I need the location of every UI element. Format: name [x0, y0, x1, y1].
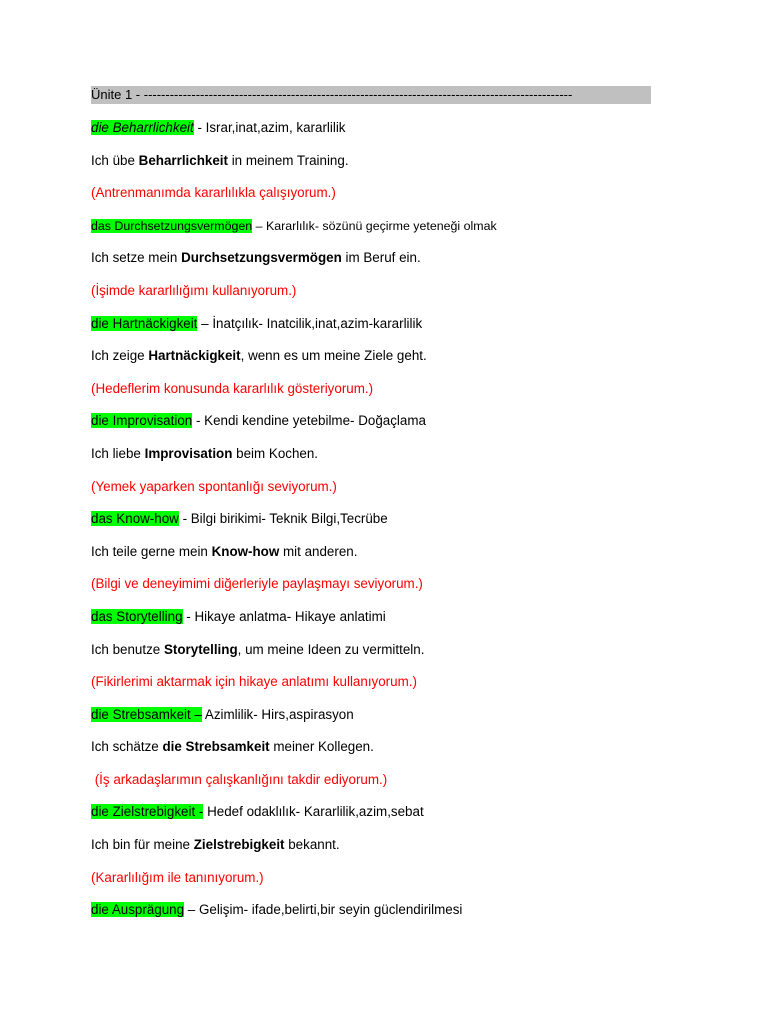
translation-line: (Bilgi ve deneyimimi diğerleriyle paylaşmayı seviyorum.)	[91, 576, 423, 592]
vocab-entry-improvisation	[91, 405, 651, 503]
vocab-entry-zielstrebigkeit	[91, 796, 651, 894]
term-meaning: - Bilgi birikimi- Teknik Bilgi,Tecrübe	[178, 511, 388, 527]
example-text: Ich benutze	[91, 641, 164, 657]
term-highlight: die Zielstrebigkeit -	[91, 804, 204, 820]
translation-line: (Yemek yaparken spontanlığı seviyorum.)	[91, 478, 337, 494]
example-text: bekannt.	[284, 837, 340, 853]
example-sentence	[91, 634, 651, 667]
vocab-entry-durchsetzungsvermoegen	[91, 210, 651, 308]
term-highlight: die Improvisation	[91, 413, 193, 429]
term-meaning: – İnatçılık- Inatcilik,inat,azim-kararlilik	[197, 315, 423, 331]
example-keyword: Zielstrebigkeit	[193, 837, 285, 853]
example-text: meiner Kollegen.	[269, 739, 374, 755]
example-text: in meinem Training.	[227, 152, 349, 168]
term-line	[91, 601, 651, 634]
term-line	[91, 308, 651, 341]
example-keyword: Storytelling	[163, 641, 238, 657]
example-text: , um meine Ideen zu vermitteln.	[237, 641, 425, 657]
translation-line: (Fikirlerimi aktarmak için hikaye anlatımı kullanıyorum.)	[91, 674, 417, 690]
term-line	[91, 210, 651, 243]
term-highlight: die Ausprägung	[91, 902, 185, 918]
example-sentence	[91, 829, 651, 862]
term-meaning: – Gelişim- ifade,belirti,bir seyin güclendirilmesi	[184, 902, 463, 918]
example-text: Ich liebe	[91, 445, 145, 461]
example-text: beim Kochen.	[232, 445, 319, 461]
vocab-entry-beharrlichkeit	[91, 112, 651, 210]
vocab-entry-auspraegung	[91, 894, 651, 927]
term-line	[91, 503, 651, 536]
example-keyword: Beharrlichkeit	[138, 152, 228, 168]
vocab-entry-strebsamkeit	[91, 699, 651, 797]
term-highlight: das Storytelling	[91, 608, 183, 624]
example-keyword: Know-how	[211, 543, 280, 559]
spacer	[91, 104, 651, 112]
term-meaning: Hedef odaklılık- Kararlilik,azim,sebat	[203, 804, 424, 820]
term-highlight: die Beharrlichkeit	[91, 120, 194, 135]
term-line	[91, 699, 651, 732]
example-keyword: die Strebsamkeit	[162, 739, 270, 755]
term-line	[91, 112, 651, 145]
example-sentence	[91, 536, 651, 569]
term-highlight: das Know-how	[91, 511, 179, 527]
translation-line: (İşimde kararlılığımı kullanıyorum.)	[91, 282, 297, 298]
example-text: Ich setze mein	[91, 250, 182, 266]
example-text: Ich teile gerne mein	[91, 543, 212, 559]
translation-line: (Kararlılığım ile tanınıyorum.)	[91, 869, 264, 885]
example-sentence	[91, 145, 651, 178]
term-meaning: Azimlilik- Hirs,aspirasyon	[201, 706, 354, 722]
term-meaning: - Hikaye anlatma- Hikaye anlatimi	[182, 608, 386, 624]
term-highlight: das Durchsetzungsvermögen	[91, 218, 253, 233]
example-text: Ich zeige	[91, 348, 149, 364]
document-page	[91, 86, 651, 927]
example-sentence	[91, 438, 651, 471]
vocab-entry-hartnaeckigkeit	[91, 308, 651, 406]
term-line	[91, 796, 651, 829]
example-text: Ich übe	[91, 152, 139, 168]
example-sentence	[91, 242, 651, 275]
translation-line: (Antrenmanımda kararlılıkla çalışıyorum.)	[91, 185, 336, 201]
example-text: , wenn es um meine Ziele geht.	[240, 348, 427, 364]
term-meaning: – Kararlılık- sözünü geçirme yeteneği olmak	[252, 218, 497, 233]
translation-line: (İş arkadaşlarımın çalışkanlığını takdir ediyorum.)	[91, 771, 388, 787]
example-sentence	[91, 731, 651, 764]
example-keyword: Hartnäckigkeit	[148, 348, 241, 364]
example-sentence	[91, 340, 651, 373]
example-text: im Beruf ein.	[341, 250, 421, 266]
example-text: Ich bin für meine	[91, 837, 194, 853]
term-highlight: die Strebsamkeit –	[91, 706, 202, 722]
vocab-entry-storytelling	[91, 601, 651, 699]
example-keyword: Durchsetzungsvermögen	[181, 250, 342, 266]
translation-line: (Hedeflerim konusunda kararlılık gösteriyorum.)	[91, 380, 374, 396]
vocab-entry-know-how	[91, 503, 651, 601]
term-line	[91, 405, 651, 438]
example-text: mit anderen.	[279, 543, 358, 559]
term-line	[91, 894, 651, 927]
term-meaning: - Israr,inat,azim, kararlilik	[193, 120, 346, 135]
example-text: Ich schätze	[91, 739, 163, 755]
term-meaning: - Kendi kendine yetebilme- Doğaçlama	[192, 413, 426, 429]
unit-header: Ünite 1 - ---------------------------------------------------------------------------------------------------	[91, 86, 651, 104]
term-highlight: die Hartnäckigkeit	[91, 315, 198, 331]
example-keyword: Improvisation	[144, 445, 233, 461]
